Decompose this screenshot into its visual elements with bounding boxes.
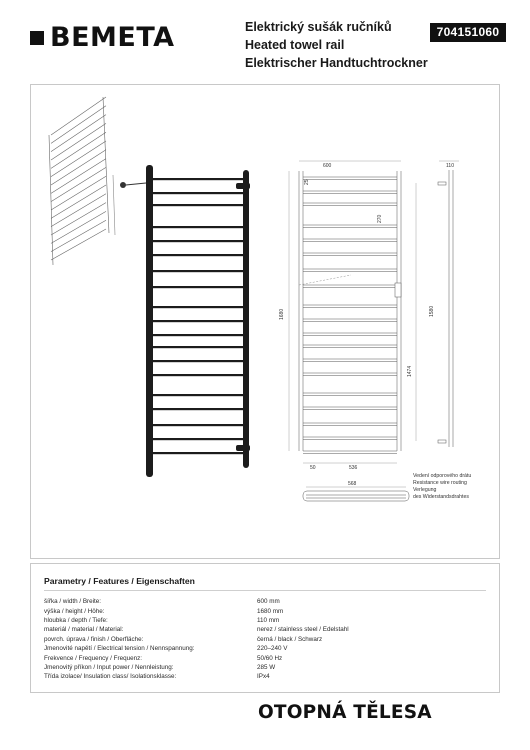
dim-bottom-offset: 50	[310, 465, 316, 471]
param-label: Frekvence / Frequency / Frequenz:	[44, 654, 142, 662]
rail-crossbar	[151, 240, 246, 242]
dim-wire-offset: 25	[304, 179, 310, 185]
routing-note-cz: Vedení odporového drátu	[413, 473, 472, 479]
top-plan-drawing	[303, 487, 409, 501]
param-label: šířka / width / Breite:	[44, 598, 102, 606]
param-value: 1680 mm	[257, 607, 284, 615]
dim-bottom-width: 568	[348, 481, 357, 487]
routing-note-en: Resistance wire routing	[413, 480, 467, 486]
title-en: Heated towel rail	[245, 38, 345, 52]
side-elevation-drawing	[416, 161, 459, 447]
brand-logo	[30, 22, 220, 52]
param-row	[44, 644, 484, 653]
rail-crossbar	[151, 286, 246, 288]
rail-crossbar	[151, 360, 246, 362]
param-row	[44, 625, 484, 634]
param-row	[44, 663, 484, 672]
rail-right-bar	[243, 170, 249, 468]
wire-routing-note	[413, 473, 501, 501]
param-value: 285 W	[257, 663, 276, 671]
category-title: OTOPNÁ TĚLESA	[258, 702, 432, 723]
brand-name: BEMETA	[50, 21, 175, 53]
rail-crossbar	[151, 306, 246, 308]
rail-crossbar	[151, 320, 246, 322]
dim-rail-spacing: 270	[377, 214, 383, 223]
rail-crossbar	[151, 394, 246, 396]
dim-inner-height: 1474	[407, 365, 413, 377]
parameters-table	[44, 597, 484, 682]
param-row	[44, 606, 484, 615]
routing-note-de-2: des Widerstandsdrahtes	[413, 494, 469, 500]
dim-inner-width: 536	[349, 465, 358, 471]
rail-crossbar	[151, 438, 246, 440]
rail-crossbar	[151, 192, 246, 194]
param-label: hloubka / depth / Tiefe:	[44, 616, 108, 624]
rail-crossbar	[151, 452, 246, 454]
param-value: IPx4	[257, 673, 270, 681]
param-value: 110 mm	[257, 616, 280, 624]
rail-crossbar	[151, 270, 246, 272]
front-elevation-drawing	[289, 161, 401, 463]
param-label: Jmenovité napětí / Electrical tension / Nennspannung:	[44, 645, 195, 653]
parameters-title: Parametry / Features / Eigenschaften	[44, 576, 195, 586]
perspective-line-view	[49, 97, 115, 265]
routing-note-de-1: Verlegung	[413, 487, 437, 493]
dim-depth-top: 110	[446, 163, 454, 169]
param-value: černá / black / Schwarz	[257, 635, 323, 643]
param-label: výška / height / Höhe:	[44, 607, 105, 615]
power-plug-icon	[120, 182, 126, 188]
dim-height-total: 1680	[279, 308, 285, 320]
param-row	[44, 653, 484, 662]
param-label: Jmenovitý příkon / Input power / Nennleistung:	[44, 663, 174, 671]
rail-crossbar	[151, 346, 246, 348]
title-de: Elektrischer Handtuchtrockner	[245, 56, 428, 70]
rail-crossbar	[151, 408, 246, 410]
rail-crossbar	[151, 374, 246, 376]
param-label: povrch. úprava / finish / Oberfläche:	[44, 635, 144, 643]
param-label: Třída izolace/ Insulation class/ Isolationsklasse:	[44, 673, 177, 681]
rail-crossbar	[151, 424, 246, 426]
param-value: 50/60 Hz	[257, 654, 283, 662]
rail-crossbar	[151, 334, 246, 336]
rail-crossbar	[151, 178, 246, 180]
dim-mount-spacing: 1580	[429, 305, 435, 317]
param-value: 220–240 V	[257, 645, 288, 653]
rail-mount-bracket	[236, 445, 250, 451]
parameters-divider	[44, 590, 486, 591]
param-value: 600 mm	[257, 598, 280, 606]
param-value: nerez / stainless steel / Edelstahl	[257, 626, 349, 634]
logo-square-icon	[30, 31, 44, 45]
param-label: materiál / material / Material:	[44, 626, 124, 634]
dim-width-top: 600	[323, 163, 332, 169]
param-row	[44, 635, 484, 644]
title-cz: Elektrický sušák ručníků	[245, 20, 392, 34]
product-code-badge: 704151060	[430, 23, 506, 42]
param-row	[44, 616, 484, 625]
rail-crossbar	[151, 226, 246, 228]
rail-crossbar	[151, 204, 246, 206]
towel-rail-photo	[120, 165, 250, 477]
product-titles	[245, 18, 428, 72]
rail-crossbar	[151, 254, 246, 256]
param-row	[44, 597, 484, 606]
param-row	[44, 672, 484, 681]
rail-mount-bracket	[236, 183, 250, 189]
